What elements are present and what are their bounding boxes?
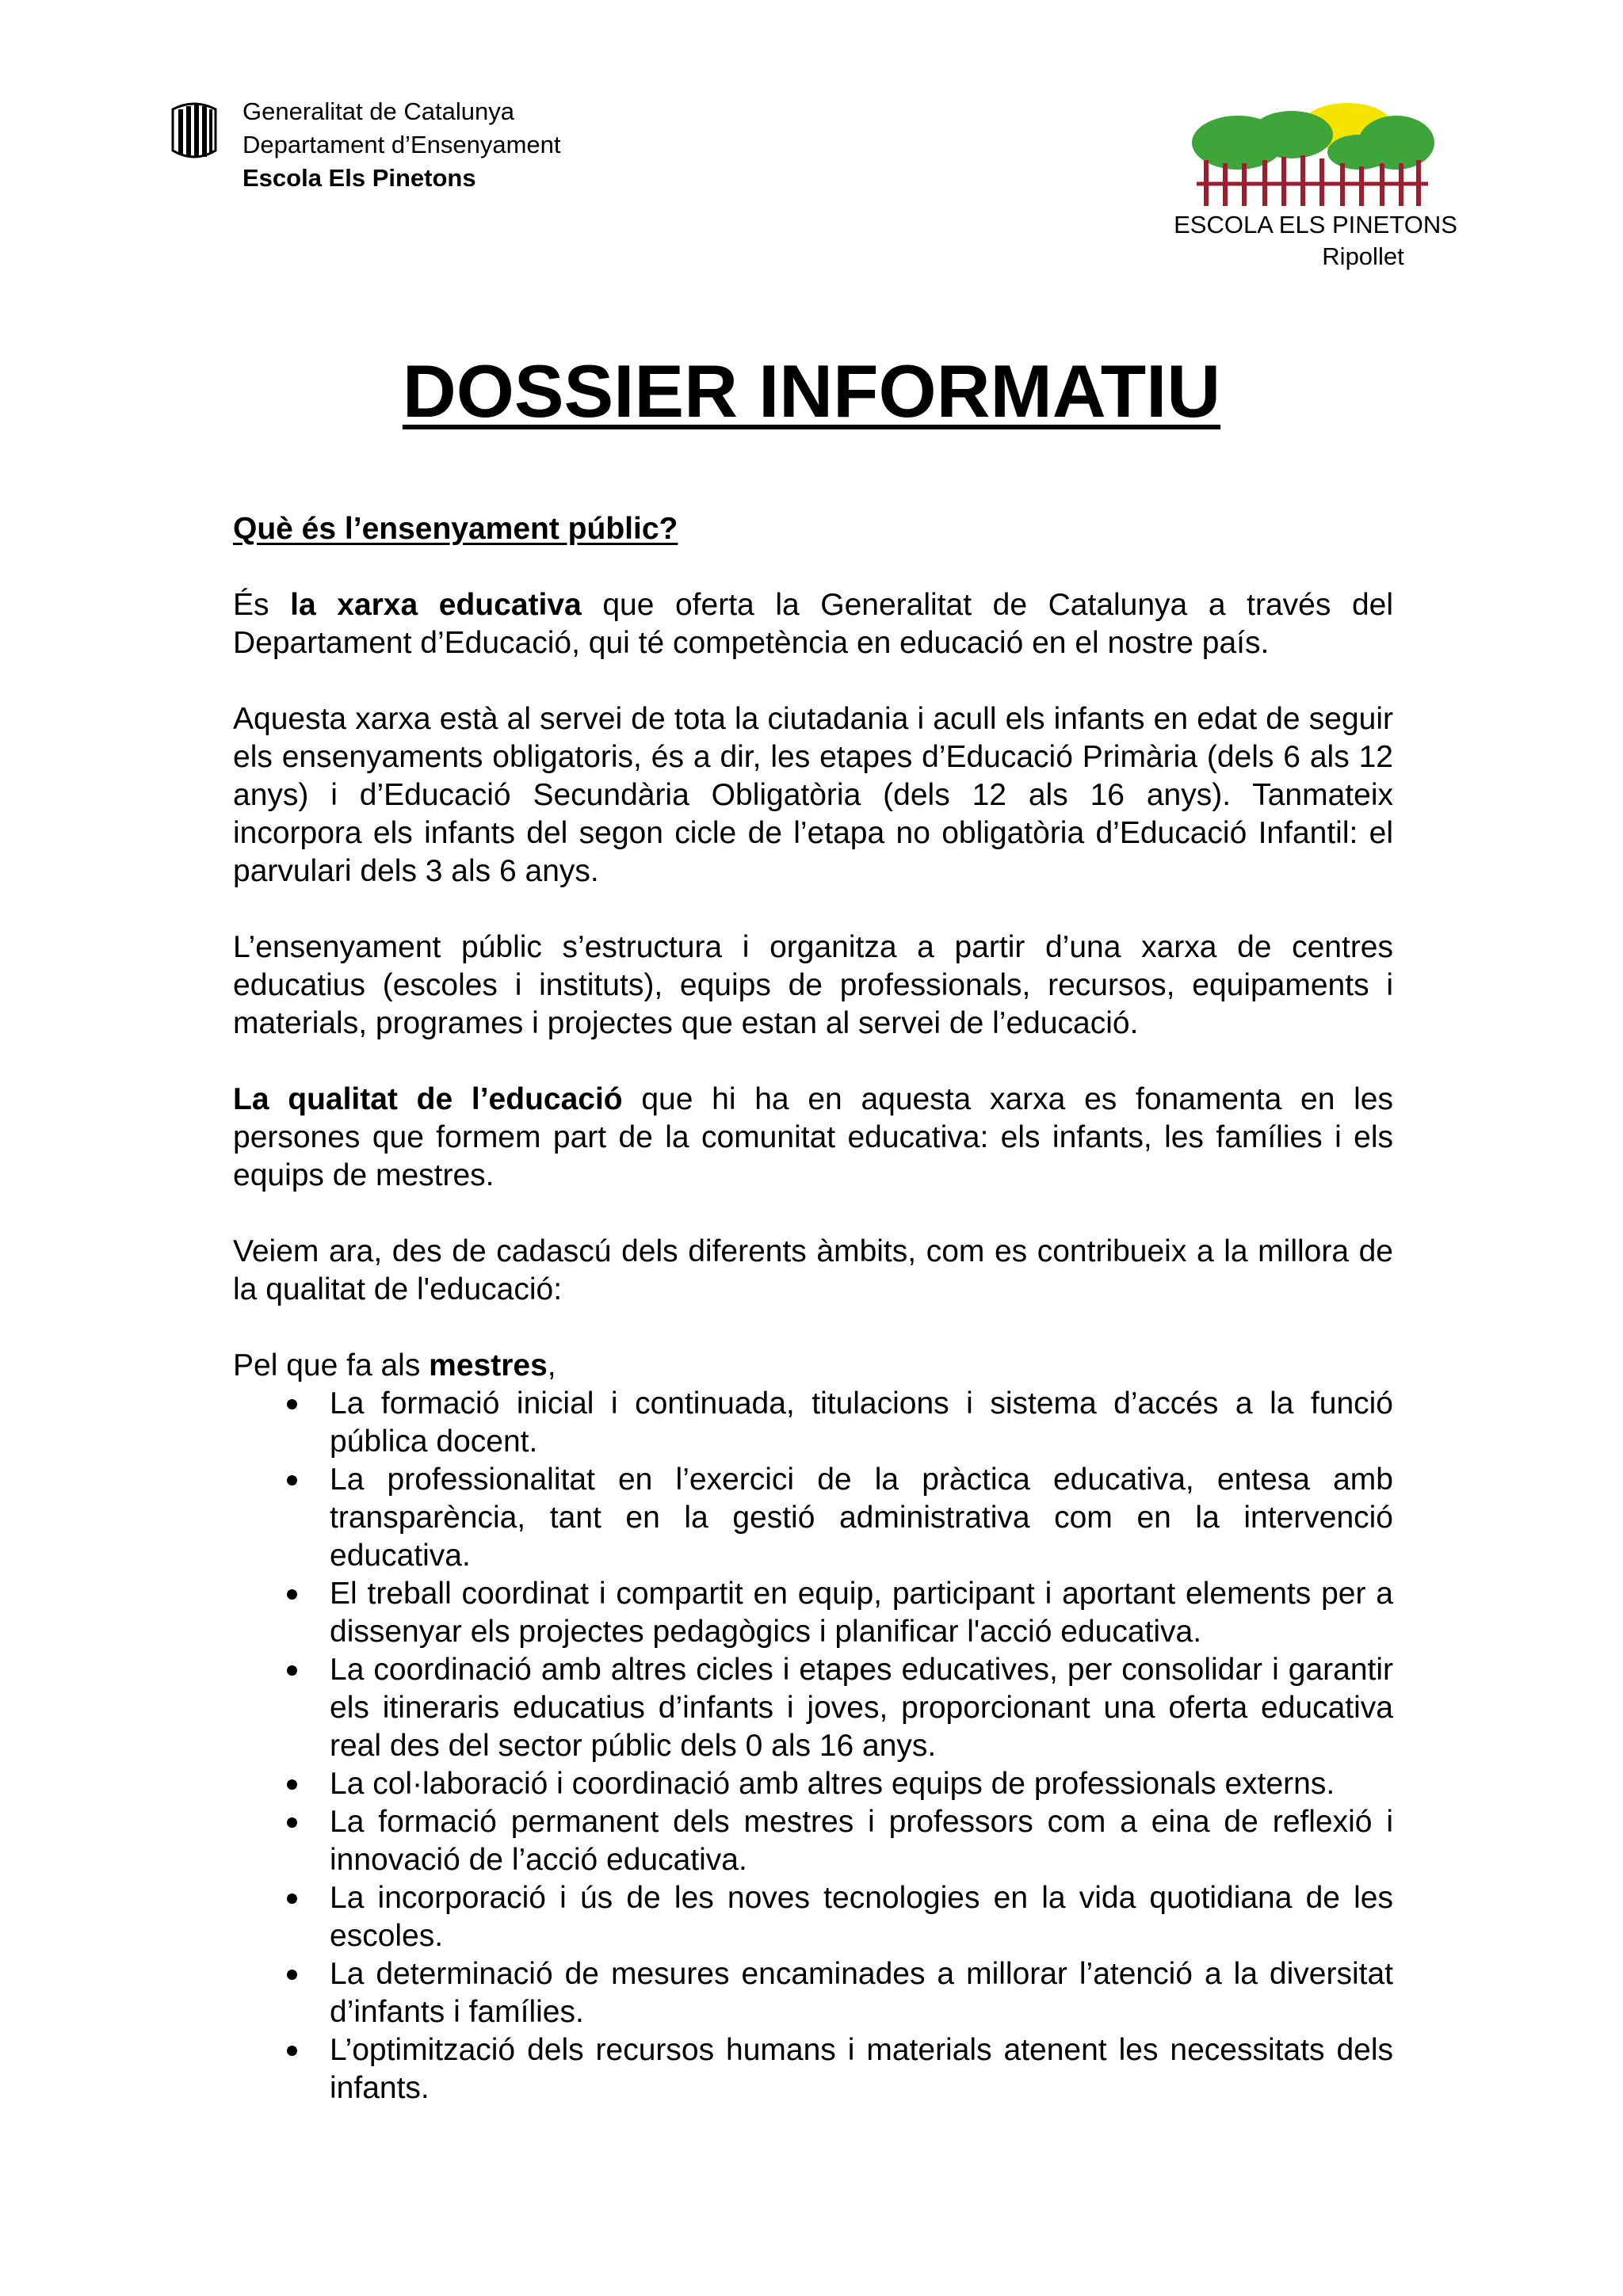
bullet-icon — [287, 1665, 297, 1676]
pine-trees-sun-logo — [1189, 97, 1434, 215]
gov-line-1: Generalitat de Catalunya — [242, 97, 514, 125]
generalitat-emblem-icon — [170, 98, 219, 163]
p6-text-end: , — [547, 1348, 556, 1383]
list-item-text: La professionalitat en l’exercici de la pràctica educativa, entesa amb transparència, tant en la gestió administrativa com en la intervenció educativa. — [330, 1463, 1393, 1573]
list-item-text: El treball coordinat i compartit en equip, participant i aportant elements per a dissenyar els projectes pedagògics i planificar l'acció educativa. — [330, 1577, 1393, 1649]
p4-text-end: que hi ha en aquesta xarxa es fonamenta en les persones que formem part de la comunitat educativa: els infants, les famílies i els equips de mestres. — [233, 1082, 1393, 1192]
mestres-bullet-list — [233, 1385, 1393, 2107]
list-item — [233, 1955, 1393, 2031]
p1-text-end: que oferta la Generalitat de Catalunya a través del Departament d’Educació, qui té competència en educació en el nostre país. — [233, 588, 1393, 660]
gov-line-2: Departament d’Ensenyament — [242, 131, 561, 158]
bullet-icon — [287, 1399, 297, 1409]
bullet-icon — [287, 1970, 297, 1980]
page-title: DOSSIER INFORMATIU — [402, 349, 1221, 433]
list-item-text: La coordinació amb altres cicles i etapes educatives, per consolidar i garantir els itineraris educatius d’infants i joves, proporcionant una oferta educativa real des del sector públic dels 0 als 16 anys. — [330, 1653, 1393, 1763]
p6-bold-word: mestres — [429, 1348, 548, 1383]
list-item-text: La formació permanent dels mestres i professors com a eina de reflexió i innovació de l’acció educativa. — [330, 1805, 1393, 1877]
p1-text-start: És — [233, 588, 291, 622]
p4-bold-phrase: La qualitat de l’educació — [233, 1082, 623, 1116]
list-item — [233, 1385, 1393, 1461]
list-item — [233, 1879, 1393, 1955]
school-logo-block — [1174, 97, 1474, 279]
bullet-icon — [287, 1817, 297, 1828]
government-text — [242, 95, 561, 195]
list-item — [233, 2031, 1393, 2107]
p1-bold-phrase: la xarxa educativa — [290, 588, 582, 622]
school-town: Ripollet — [1322, 242, 1404, 270]
paragraph-1 — [233, 586, 1393, 662]
p6-text-start: Pel que fa als — [233, 1348, 430, 1383]
paragraph-3: L’ensenyament públic s’estructura i organitza a partir d’una xarxa de centres educatius (escoles i instituts), equips de professionals, recursos, equipaments i materials, programes i projectes que estan al servei de l’educació. — [233, 930, 1393, 1040]
bullet-icon — [287, 1894, 297, 1904]
list-item — [233, 1651, 1393, 1765]
paragraph-2: Aquesta xarxa està al servei de tota la ciutadania i acull els infants en edat de seguir els ensenyaments obligatoris, és a dir, les etapes d’Educació Primària (dels 6 als 12 anys) i d’Educació Secundària Obligatòria (dels 12 als 16 anys). Tanmateix incorpora els infants del segon cicle de l’etapa no obligatòria d’Educació Infantil: el parvulari dels 3 als 6 anys. — [233, 702, 1393, 888]
list-item-text: La determinació de mesures encaminades a millorar l’atenció a la diversitat d’infants i famílies. — [330, 1957, 1393, 2029]
list-item-text: L’optimització dels recursos humans i materials atenent les necessitats dels infants. — [330, 2033, 1393, 2105]
school-name: ESCOLA ELS PINETONS — [1174, 211, 1457, 238]
bullet-icon — [287, 2046, 297, 2056]
list-item — [233, 1765, 1393, 1803]
paragraph-5: Veiem ara, des de cadascú dels diferents àmbits, com es contribueix a la millora de la qualitat de l'educació: — [233, 1234, 1393, 1306]
document-body — [233, 510, 1393, 2107]
paragraph-6 — [233, 1347, 1393, 1385]
list-item-text: La formació inicial i continuada, titulacions i sistema d’accés a la funció pública docent. — [330, 1386, 1393, 1459]
bullet-icon — [287, 1589, 297, 1600]
list-item — [233, 1575, 1393, 1651]
bullet-icon — [287, 1475, 297, 1486]
paragraph-4 — [233, 1081, 1393, 1195]
list-item-text: La col·laboració i coordinació amb altres equips de professionals externs. — [330, 1767, 1335, 1801]
section-heading: Què és l’ensenyament públic? — [233, 512, 678, 546]
list-item — [233, 1803, 1393, 1879]
list-item-text: La incorporació i ús de les noves tecnologies en la vida quotidiana de les escoles. — [330, 1881, 1393, 1953]
gov-line-3: Escola Els Pinetons — [242, 164, 476, 192]
list-item — [233, 1461, 1393, 1575]
bullet-icon — [287, 1779, 297, 1790]
